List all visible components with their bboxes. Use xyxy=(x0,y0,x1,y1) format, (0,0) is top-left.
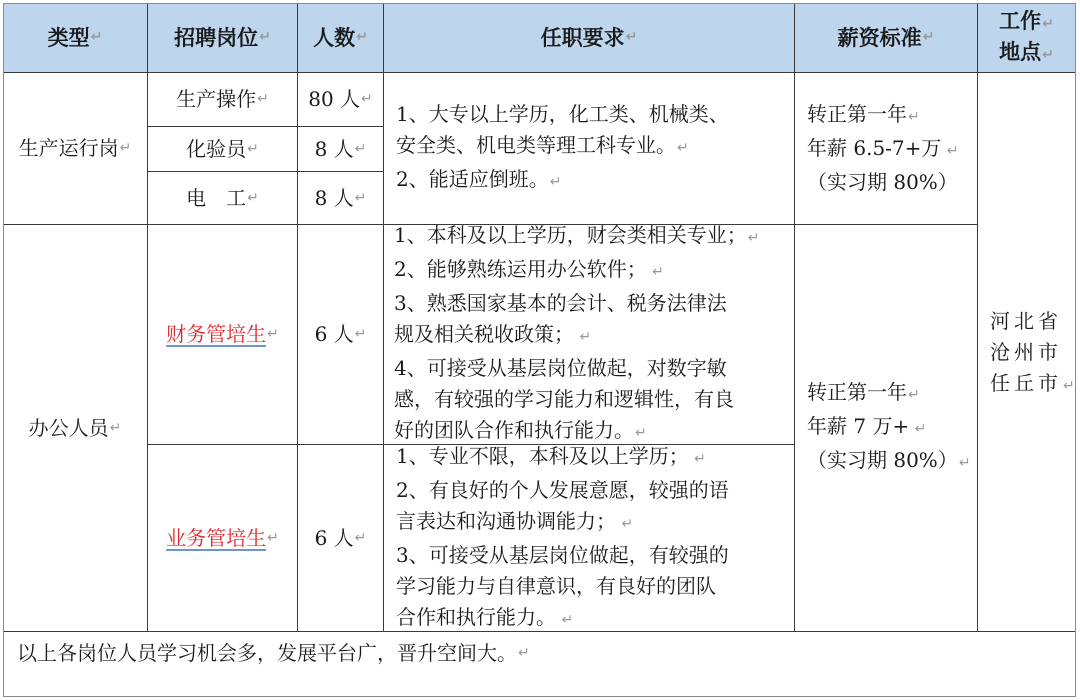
requirement-line: 3、可接受从基层岗位做起，有较强的 xyxy=(396,542,729,567)
paragraph-mark-icon: ↵ xyxy=(617,515,634,532)
paragraph-mark-icon: ↵ xyxy=(942,143,959,159)
requirement-line: 1、本科及以上学历，财会类相关专业； xyxy=(394,223,747,247)
paragraph-mark-icon: ↵ xyxy=(354,189,367,206)
requirement-line: 感，有较强的学习能力和逻辑性，有良 xyxy=(394,387,734,411)
header-location-line2: 地点 xyxy=(999,38,1042,64)
count-cell xyxy=(298,127,384,172)
position-cell xyxy=(148,172,298,225)
type-production-label: 生产运行岗 xyxy=(18,136,119,160)
salary-line: 转正第一年 xyxy=(807,380,907,404)
count-cell xyxy=(298,172,384,225)
count-cell xyxy=(298,73,384,127)
count-value: 6 人 xyxy=(314,525,354,550)
location-line: 河北省 xyxy=(990,309,1062,333)
paragraph-mark-icon: ↵ xyxy=(575,329,592,345)
count-value: 6 人 xyxy=(314,322,354,346)
paragraph-mark-icon: ↵ xyxy=(354,326,367,342)
paragraph-mark-icon: ↵ xyxy=(908,109,920,125)
paragraph-mark-icon: ↵ xyxy=(90,29,103,45)
requirement-line: 2、能够熟练运用办公软件； xyxy=(394,257,647,281)
header-type xyxy=(3,3,148,73)
position-cell xyxy=(148,73,298,127)
paragraph-mark-icon: ↵ xyxy=(1063,378,1079,394)
requirement-line: 4、可接受从基层岗位做起，对数字敏 xyxy=(394,356,727,380)
location-line: 沧州市 xyxy=(990,340,1062,364)
paragraph-mark-icon: ↵ xyxy=(119,140,132,156)
header-requirements xyxy=(384,3,795,73)
type-production xyxy=(3,73,148,225)
header-location-line1: 工作 xyxy=(999,7,1042,33)
header-count-label: 人数 xyxy=(313,25,356,50)
header-type-label: 类型 xyxy=(47,25,90,50)
location-cell xyxy=(978,73,1079,632)
position-cell-business xyxy=(148,445,298,632)
type-office-label: 办公人员 xyxy=(28,415,109,440)
header-count xyxy=(298,3,384,73)
position-cell xyxy=(148,127,298,172)
paragraph-mark-icon: ↵ xyxy=(747,230,760,246)
requirement-line: 安全类、机电类等理工科专业。 xyxy=(396,133,676,157)
requirements-business xyxy=(384,445,795,632)
requirement-line: 3、熟悉国家基本的会计、税务法律法 xyxy=(394,291,727,315)
count-value: 8 人 xyxy=(314,136,354,161)
paragraph-mark-icon: ↵ xyxy=(109,419,122,436)
header-location xyxy=(978,3,1076,73)
salary-line: 年薪 6.5-7+万 xyxy=(807,136,942,160)
salary-line: （实习期 80%） xyxy=(807,170,958,194)
position-name: 电 工 xyxy=(186,185,247,210)
position-cell-finance xyxy=(148,225,298,445)
type-office xyxy=(3,225,148,632)
paragraph-mark-icon: ↵ xyxy=(908,387,920,403)
paragraph-mark-icon: ↵ xyxy=(247,189,259,206)
paragraph-mark-icon: ↵ xyxy=(518,645,530,661)
requirement-line: 1、专业不限，本科及以上学历； xyxy=(396,443,689,468)
requirements-production xyxy=(384,73,795,225)
requirement-line: 言表达和沟通协调能力； xyxy=(396,508,616,533)
paragraph-mark-icon: ↵ xyxy=(689,450,706,467)
paragraph-mark-icon: ↵ xyxy=(1042,46,1054,63)
paragraph-mark-icon: ↵ xyxy=(910,421,927,437)
footer-note xyxy=(3,632,1076,697)
paragraph-mark-icon: ↵ xyxy=(958,455,971,471)
count-value: 8 人 xyxy=(314,185,354,210)
paragraph-mark-icon: ↵ xyxy=(259,29,271,45)
requirement-line: 2、有良好的个人发展意愿，较强的语 xyxy=(396,477,729,502)
paragraph-mark-icon: ↵ xyxy=(1042,15,1054,32)
salary-line: （实习期 80%） xyxy=(807,448,958,472)
count-cell xyxy=(298,225,384,445)
position-name: 化验员 xyxy=(186,136,247,161)
header-requirements-label: 任职要求 xyxy=(540,25,625,50)
header-salary xyxy=(795,3,978,73)
requirements-finance xyxy=(384,225,795,445)
paragraph-mark-icon: ↵ xyxy=(257,91,269,107)
salary-line: 转正第一年 xyxy=(807,102,907,126)
paragraph-mark-icon: ↵ xyxy=(625,29,638,45)
position-name-finance: 财务管培生 xyxy=(166,322,267,346)
position-name-business: 业务管培生 xyxy=(166,525,267,550)
location-line: 任丘市 xyxy=(990,371,1062,395)
paragraph-mark-icon: ↵ xyxy=(354,140,367,157)
paragraph-mark-icon: ↵ xyxy=(922,29,935,45)
paragraph-mark-icon: ↵ xyxy=(247,140,259,157)
recruitment-table xyxy=(3,3,1079,697)
paragraph-mark-icon: ↵ xyxy=(361,91,373,107)
header-position xyxy=(148,3,298,73)
paragraph-mark-icon: ↵ xyxy=(677,140,689,156)
requirement-line: 2、能适应倒班。 xyxy=(396,167,549,191)
header-position-label: 招聘岗位 xyxy=(174,25,259,50)
paragraph-mark-icon: ↵ xyxy=(549,174,562,190)
footer-text: 以上各岗位人员学习机会多，发展平台广，晋升空间大。 xyxy=(17,641,517,665)
paragraph-mark-icon: ↵ xyxy=(267,529,279,546)
count-value: 80 人 xyxy=(308,87,361,111)
paragraph-mark-icon: ↵ xyxy=(557,611,574,628)
salary-production xyxy=(795,73,978,225)
header-salary-label: 薪资标准 xyxy=(837,25,922,50)
requirement-line: 好的团队合作和执行能力。 xyxy=(394,418,634,442)
salary-line: 年薪 7 万+ xyxy=(807,414,910,438)
paragraph-mark-icon: ↵ xyxy=(354,529,367,546)
paragraph-mark-icon: ↵ xyxy=(647,264,664,280)
requirement-line: 规及相关税收政策； xyxy=(394,322,574,346)
paragraph-mark-icon: ↵ xyxy=(356,29,368,45)
paragraph-mark-icon: ↵ xyxy=(267,326,279,342)
requirement-line: 学习能力与自律意识，有良好的团队 xyxy=(396,573,716,598)
count-cell xyxy=(298,445,384,632)
requirement-line: 合作和执行能力。 xyxy=(396,604,556,629)
salary-office xyxy=(795,225,978,632)
requirement-line: 1、大专以上学历，化工类、机械类、 xyxy=(396,102,729,126)
position-name: 生产操作 xyxy=(176,87,257,111)
paragraph-mark-icon: ↵ xyxy=(635,425,647,441)
